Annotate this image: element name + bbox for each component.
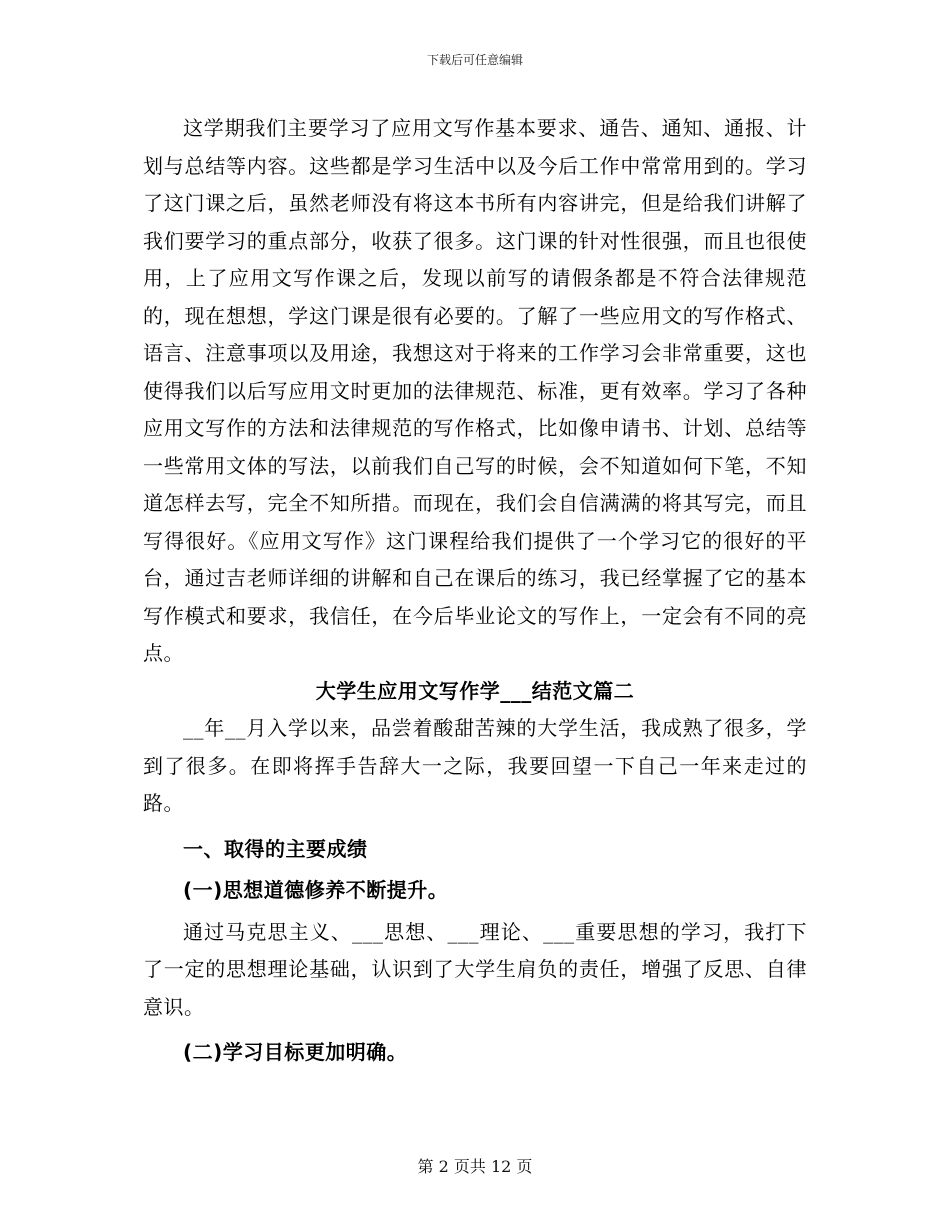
page-header-note: 下载后可任意编辑 — [426, 53, 523, 67]
subheading-learning-goals: (二)学习目标更加明确。 — [183, 1040, 408, 1064]
section-title: 大学生应用文写作学___结范文篇二 — [315, 678, 635, 703]
paragraph-intro: __年__月入学以来，品尝着酸甜苦辣的大学生活，我成熟了很多，学到了很多。在即将挥手告辞大一之际，我要回望一下自己一年来走过的路。 — [143, 716, 807, 815]
paragraph-course-summary: 这学期我们主要学习了应用文写作基本要求、通告、通知、通报、计划与总结等内容。这些都是学习生活中以及今后工作中常常用到的。学习了这门课之后，虽然老师没有将这本书所有内容讲完，但是给我们讲解了我们要学习的重点部分，收获了很多。这门课的针对性很强，而且也很使用，上了应用文写作课之后，发现以前写的请假条都是不符合法律规范的，现在想想，学这门课是很有必要的。了解了一些应用文的写作格式、语言、注意事项以及用途，我想这对于将来的工作学习会非常重要，这也使得我们以后写应用文时更加的法律规范、标准，更有效率。学习了各种应用文写作的方法和法律规范的写作格式，比如像申请书、计划、总结等一些常用文体的写法，以前我们自己写的时候，会不知道如何下笔，不知道怎样去写，完全不知所措。而现在，我们会自信满满的将其写完，而且写得很好。《应用文写作》这门课程给我们提供了一个学习它的很好的平台，通过吉老师详细的讲解和自己在课后的练习，我已经掌握了它的基本写作模式和要求，我信任，在今后毕业论文的写作上，一定会有不同的亮点。 — [143, 116, 807, 665]
heading-main-achievements: 一、取得的主要成绩 — [183, 836, 368, 861]
page-footer-number: 第 2 页共 12 页 — [417, 1157, 533, 1176]
subheading-moral-cultivation: (一)思想道德修养不断提升。 — [183, 878, 449, 902]
document-body — [143, 110, 807, 1072]
paragraph-ideology-study: 通过马克思主义、___思想、___理论、___重要思想的学习，我打下了一定的思想理论基础，认识到了大学生肩负的责任，增强了反思、自律意识。 — [143, 919, 807, 1019]
